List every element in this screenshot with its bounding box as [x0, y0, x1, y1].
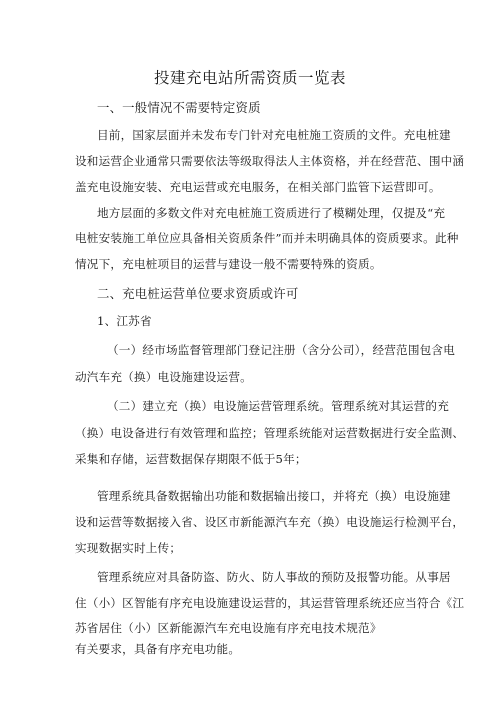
item-1-line-1: （一）经市场监督管理部门登记注册（含分公司），经营范围包含电	[107, 343, 456, 357]
paragraph-4-line-3: 苏省居住（小）区新能源汽车充电设施有序充电技术规范》	[75, 621, 382, 635]
paragraph-2-line-3: 情况下，充电桩项目的运营与建设一般不需要特殊的资质。	[75, 257, 382, 271]
paragraph-3-line-1: 管理系统具备数据输出功能和数据输出接口，并将充（换）电设施建	[97, 489, 451, 503]
paragraph-3-line-3: 实现数据实时上传；	[75, 541, 182, 555]
paragraph-4-line-2: 住（小）区智能有序充电设施建设运营的，其运营管理系统还应当符合《江	[75, 596, 465, 610]
item-2-line-1: （二）建立充（换）电设施运营管理系统。管理系统对其运营的充	[107, 399, 450, 413]
paragraph-2-line-1: 地方层面的多数文件对充电桩施工资质进行了模糊处理，仅提及“充	[97, 206, 446, 220]
paragraph-2-line-2: 电桩安装施工单位应具备相关资质条件”而并未明确具体的资质要求。此种	[75, 231, 459, 245]
paragraph-4-line-1: 管理系统应对具备防盗、防火、防人事故的预防及报警功能。从事居	[97, 570, 451, 584]
paragraph-1-line-3: 盖充电设施安装、充电运营或充电服务，在相关部门监管下运营即可。	[75, 180, 441, 194]
document-title: 投建充电站所需资质一览表	[153, 69, 346, 87]
paragraph-3-line-2: 设和运营等数据接入省、设区市新能源汽车充（换）电设施运行检测平台，	[75, 515, 465, 529]
section-1-heading: 一、一般情况不需要特定资质	[97, 100, 261, 115]
paragraph-1-line-1: 目前，国家层面并未发布专门针对充电桩施工资质的文件。充电桩建	[97, 128, 451, 142]
paragraph-1-line-2: 设和运营企业通常只需要依法等级取得法人主体资格，并在经营范、围中涵	[75, 154, 465, 168]
section-2-heading: 二、充电桩运营单位要求资质或许可	[97, 286, 299, 301]
item-2-line-3: 采集和存储，运营数据保存期限不低于5年；	[75, 452, 307, 466]
province-subheading: 1、江苏省	[97, 314, 152, 328]
paragraph-4-line-4: 有关要求，具备有序充电功能。	[75, 642, 241, 656]
item-1-line-2: 动汽车充（换）电设施建设运营。	[75, 370, 252, 384]
item-2-line-2: （换）电设备进行有效管理和监控；管理系统能对运营数据进行安全监测、	[75, 426, 465, 440]
